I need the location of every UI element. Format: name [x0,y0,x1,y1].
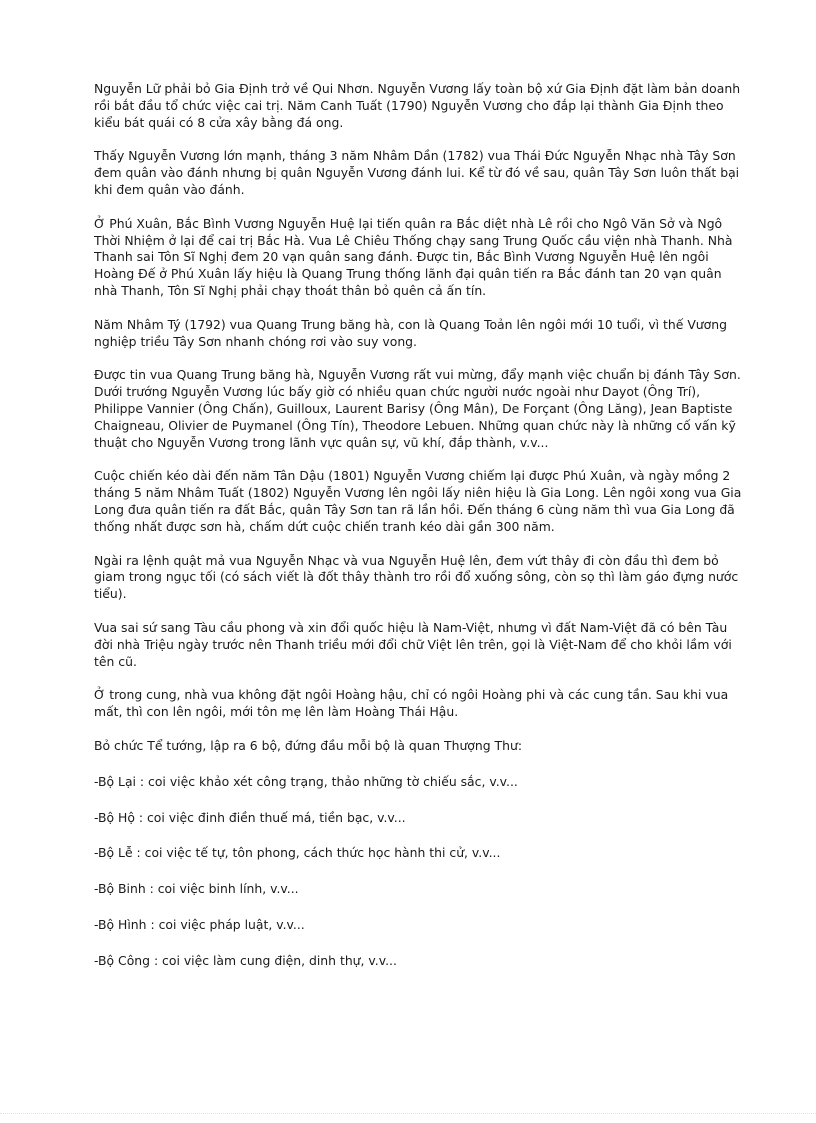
paragraph-gia-long: Cuộc chiến kéo dài đến năm Tân Dậu (1801) Nguyễn Vương chiếm lại được Phú Xuân, và ngày mồng 2 tháng 5 năm Nhâm Tuất (1802) Nguyễn Vương lên ngôi lấy niên hiệu là Gia Long. Lên ngôi xong vua Gia Long đưa quân tiến ra đất Bắc, quân Tây Sơn tan rã lần hồi. Đến tháng 6 cùng năm thì vua Gia Long đã thống nhất được sơn hà, chấm dứt cuộc chiến tranh kéo dài gần 300 năm. [94,468,742,534]
page-bottom-divider [0,1113,816,1114]
paragraph-phu-xuan: Ở Phú Xuân, Bắc Bình Vương Nguyễn Huệ lại tiến quân ra Bắc diệt nhà Lê rồi cho Ngô Văn Sở và Ngô Thời Nhiệm ở lại để cai trị Bắc Hà. Vua Lê Chiêu Thống chạy sang Trung Quốc cầu viện nhà Thanh. Nhà Thanh sai Tôn Sĩ Nghị đem 20 vạn quân sang đánh. Được tin, Bắc Bình Vương Nguyễn Huệ lên ngôi Hoàng Đế ở Phú Xuân lấy hiệu là Quang Trung thống lãnh đại quân tiến ra Bắc đánh tan 20 vạn quân nhà Thanh, Tôn Sĩ Nghị phải chạy thoát thân bỏ quên cả ấn tín. [94,215,733,298]
ministry-ho: -Bộ Hộ : coi việc đinh điền thuế má, tiền bạc, v.v... [94,809,406,825]
paragraph-nham-dan: Thấy Nguyễn Vương lớn mạnh, tháng 3 năm Nhâm Dần (1782) vua Thái Đức Nguyễn Nhạc nhà Tây Sơn đem quân vào đánh nhưng bị quân Nguyễn Vương đánh lui. Kể từ đó về sau, quân Tây Sơn luôn thất bại khi đem quân vào đánh. [94,148,740,197]
ministry-hinh: -Bộ Hình : coi việc pháp luật, v.v... [94,916,305,932]
paragraph-foreign-advisors: Được tin vua Quang Trung băng hà, Nguyễn Vương rất vui mừng, đẩy mạnh việc chuẩn bị đánh Tây Sơn. Dưới trướng Nguyễn Vương lúc bấy giờ có nhiều quan chức người nước ngoài như Dayot (Ông Trí), Philippe Vannier (Ông Chấn), Guilloux, Laurent Barisy (Ông Mân), De Forçant (Ông Lăng), Jean Baptiste Chaigneau, Olivier de Puymanel (Ông Tín), Theodore Lebuen. Những quan chức này là những cố vấn kỹ thuật cho Nguyễn Vương trong lãnh vực quân sự, vũ khí, đắp thành, v.v... [94,367,741,450]
paragraph-nham-ty: Năm Nhâm Tý (1792) vua Quang Trung băng hà, con là Quang Toản lên ngôi mới 10 tuổi, vì thế Vương nghiệp triều Tây Sơn nhanh chóng rơi vào suy vong. [94,316,727,349]
paragraph-gia-dinh: Nguyễn Lữ phải bỏ Gia Định trở về Qui Nhơn. Nguyễn Vương lấy toàn bộ xứ Gia Định đặt làm bản doanh rồi bắt đầu tổ chức việc cai trị. Năm Canh Tuất (1790) Nguyễn Vương cho đắp lại thành Gia Định theo kiểu bát quái có 8 cửa xây bằng đá ong. [94,81,741,130]
ministry-cong: -Bộ Công : coi việc làm cung điện, dinh thự, v.v... [94,952,397,968]
paragraph-tombs: Ngài ra lệnh quật mả vua Nguyễn Nhạc và vua Nguyễn Huệ lên, đem vứt thây đi còn đầu thì đem bỏ giam trong ngục tối (có sách viết là đốt thây thành tro rồi đổ xuống sông, còn sọ thì làm gáo đựng nước tiểu). [94,552,739,602]
document-body [94,81,744,988]
paragraph-six-ministries: Bỏ chức Tể tướng, lập ra 6 bộ, đứng đầu mỗi bộ là quan Thượng Thư: [94,737,522,753]
paragraph-viet-nam-name: Vua sai sứ sang Tàu cầu phong và xin đổi quốc hiệu là Nam-Việt, nhưng vì đất Nam-Việt đã có bên Tàu đời nhà Triệu ngày trước nên Thanh triều mới đổi chữ Việt lên trên, gọi là Việt-Nam để cho khỏi lầm với tên cũ. [94,619,732,669]
ministry-binh: -Bộ Binh : coi việc binh lính, v.v... [94,881,299,897]
ministry-le: -Bộ Lễ : coi việc tế tự, tôn phong, cách thức học hành thi cử, v.v... [94,845,501,861]
paragraph-palace: Ở trong cung, nhà vua không đặt ngôi Hoàng hậu, chỉ có ngôi Hoàng phi và các cung tần. Sau khi vua mất, thì con lên ngôi, mới tôn mẹ lên làm Hoàng Thái Hậu. [94,687,729,720]
ministry-lai: -Bộ Lại : coi việc khảo xét công trạng, thảo những tờ chiếu sắc, v.v... [94,773,518,789]
